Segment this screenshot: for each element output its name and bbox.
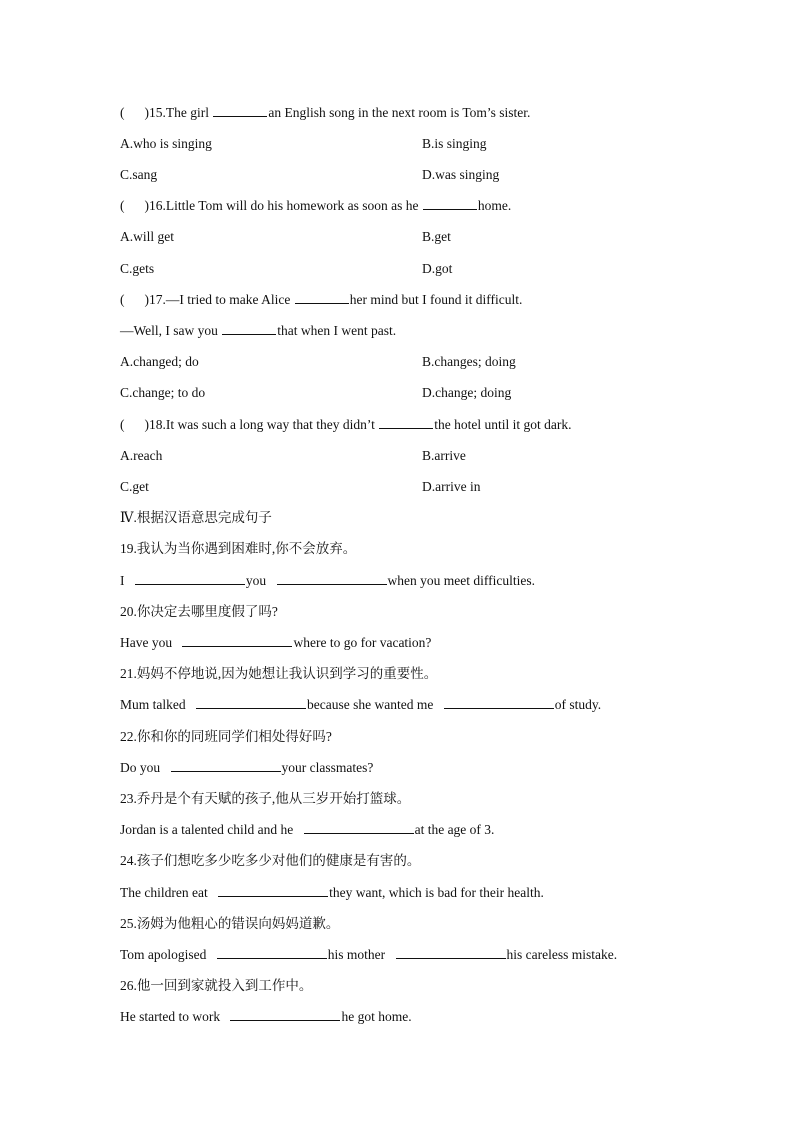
sentence-part: The children eat (120, 885, 208, 900)
sentence-part: his mother (327, 947, 386, 962)
question-text-after: the hotel until it got dark. (434, 417, 572, 432)
question-23-chinese: 23.乔丹是个有天赋的孩子,他从三岁开始打篮球。 (120, 791, 411, 806)
question-26-chinese: 26.他一回到家就投入到工作中。 (120, 978, 313, 993)
question-text-after: an English song in the next room is Tom’s sister. (268, 105, 531, 120)
sentence-part: Do you (120, 760, 161, 775)
answer-blank[interactable] (222, 321, 276, 335)
answer-paren-open: ( (120, 198, 125, 213)
question-text: )16.Little Tom will do his homework as soon as he (144, 198, 419, 213)
reply-text-after: that when I went past. (277, 323, 397, 338)
question-24-chinese: 24.孩子们想吃多少吃多少对他们的健康是有害的。 (120, 853, 421, 868)
answer-paren-open: ( (120, 417, 125, 432)
answer-blank[interactable] (171, 758, 281, 772)
question-25-chinese: 25.汤姆为他粗心的错误向妈妈道歉。 (120, 916, 340, 931)
sentence-part: his careless mistake. (506, 947, 618, 962)
answer-paren-open: ( (120, 292, 125, 307)
question-text: )15.The girl (144, 105, 209, 120)
question-15-stem (120, 103, 530, 123)
sentence-part: Jordan is a talented child and he (120, 822, 294, 837)
reply-text: —Well, I saw you (120, 323, 218, 338)
answer-blank[interactable] (277, 571, 387, 585)
sentence-part: because she wanted me (307, 697, 434, 712)
question-19-chinese: 19.我认为当你遇到困难时,你不会放弃。 (120, 541, 357, 556)
q15-option-b[interactable]: B.is singing (422, 136, 487, 151)
q16-option-a[interactable]: A.will get (120, 229, 174, 244)
answer-blank[interactable] (217, 945, 327, 959)
sentence-part: I (120, 573, 125, 588)
question-23-english (120, 820, 494, 840)
question-text-after: home. (477, 198, 512, 213)
sentence-part: where to go for vacation? (293, 635, 432, 650)
question-24-english (120, 883, 544, 903)
sentence-part: your classmates? (281, 760, 374, 775)
q18-option-d[interactable]: D.arrive in (422, 479, 481, 494)
question-16-stem (120, 196, 511, 216)
question-17-stem (120, 290, 522, 310)
answer-blank[interactable] (423, 196, 477, 210)
q17-option-c[interactable]: C.change; to do (120, 385, 206, 400)
q18-option-b[interactable]: B.arrive (422, 448, 466, 463)
sentence-part: you (245, 573, 267, 588)
sentence-part: they want, which is bad for their health. (329, 885, 544, 900)
question-text: )18.It was such a long way that they didn’t (144, 417, 375, 432)
sentence-part: Tom apologised (120, 947, 207, 962)
question-21-english (120, 695, 601, 715)
answer-blank[interactable] (218, 883, 328, 897)
answer-blank[interactable] (213, 103, 267, 117)
question-17-reply (120, 321, 396, 341)
question-22-english (120, 758, 373, 778)
sentence-part: when you meet difficulties. (387, 573, 535, 588)
q15-option-a[interactable]: A.who is singing (120, 136, 212, 151)
sentence-part: Mum talked (120, 697, 186, 712)
answer-blank[interactable] (196, 695, 306, 709)
section-title: Ⅳ.根据汉语意思完成句子 (120, 510, 272, 525)
answer-blank[interactable] (135, 571, 245, 585)
answer-paren-open: ( (120, 105, 125, 120)
question-19-english (120, 571, 535, 591)
q16-option-c[interactable]: C.gets (120, 261, 155, 276)
question-20-chinese: 20.你决定去哪里度假了吗? (120, 604, 278, 619)
question-25-english (120, 945, 617, 965)
answer-blank[interactable] (182, 633, 292, 647)
question-18-stem (120, 415, 571, 435)
answer-blank[interactable] (230, 1007, 340, 1021)
q17-option-b[interactable]: B.changes; doing (422, 354, 516, 369)
sentence-part: He started to work (120, 1009, 221, 1024)
sentence-part: Have you (120, 635, 173, 650)
q17-option-d[interactable]: D.change; doing (422, 385, 512, 400)
answer-blank[interactable] (379, 415, 433, 429)
sentence-part: of study. (554, 697, 602, 712)
answer-blank[interactable] (396, 945, 506, 959)
question-text-after: her mind but I found it difficult. (349, 292, 523, 307)
q18-option-c[interactable]: C.get (120, 479, 149, 494)
question-20-english (120, 633, 431, 653)
answer-blank[interactable] (304, 820, 414, 834)
q17-option-a[interactable]: A.changed; do (120, 354, 199, 369)
question-text: )17.—I tried to make Alice (144, 292, 291, 307)
q15-option-d[interactable]: D.was singing (422, 167, 500, 182)
q15-option-c[interactable]: C.sang (120, 167, 158, 182)
answer-blank[interactable] (295, 290, 349, 304)
q18-option-a[interactable]: A.reach (120, 448, 163, 463)
sentence-part: at the age of 3. (414, 822, 495, 837)
q16-option-d[interactable]: D.got (422, 261, 453, 276)
question-26-english (120, 1007, 412, 1027)
answer-blank[interactable] (444, 695, 554, 709)
question-22-chinese: 22.你和你的同班同学们相处得好吗? (120, 729, 332, 744)
sentence-part: he got home. (341, 1009, 412, 1024)
q16-option-b[interactable]: B.get (422, 229, 451, 244)
question-21-chinese: 21.妈妈不停地说,因为她想让我认识到学习的重要性。 (120, 666, 438, 681)
